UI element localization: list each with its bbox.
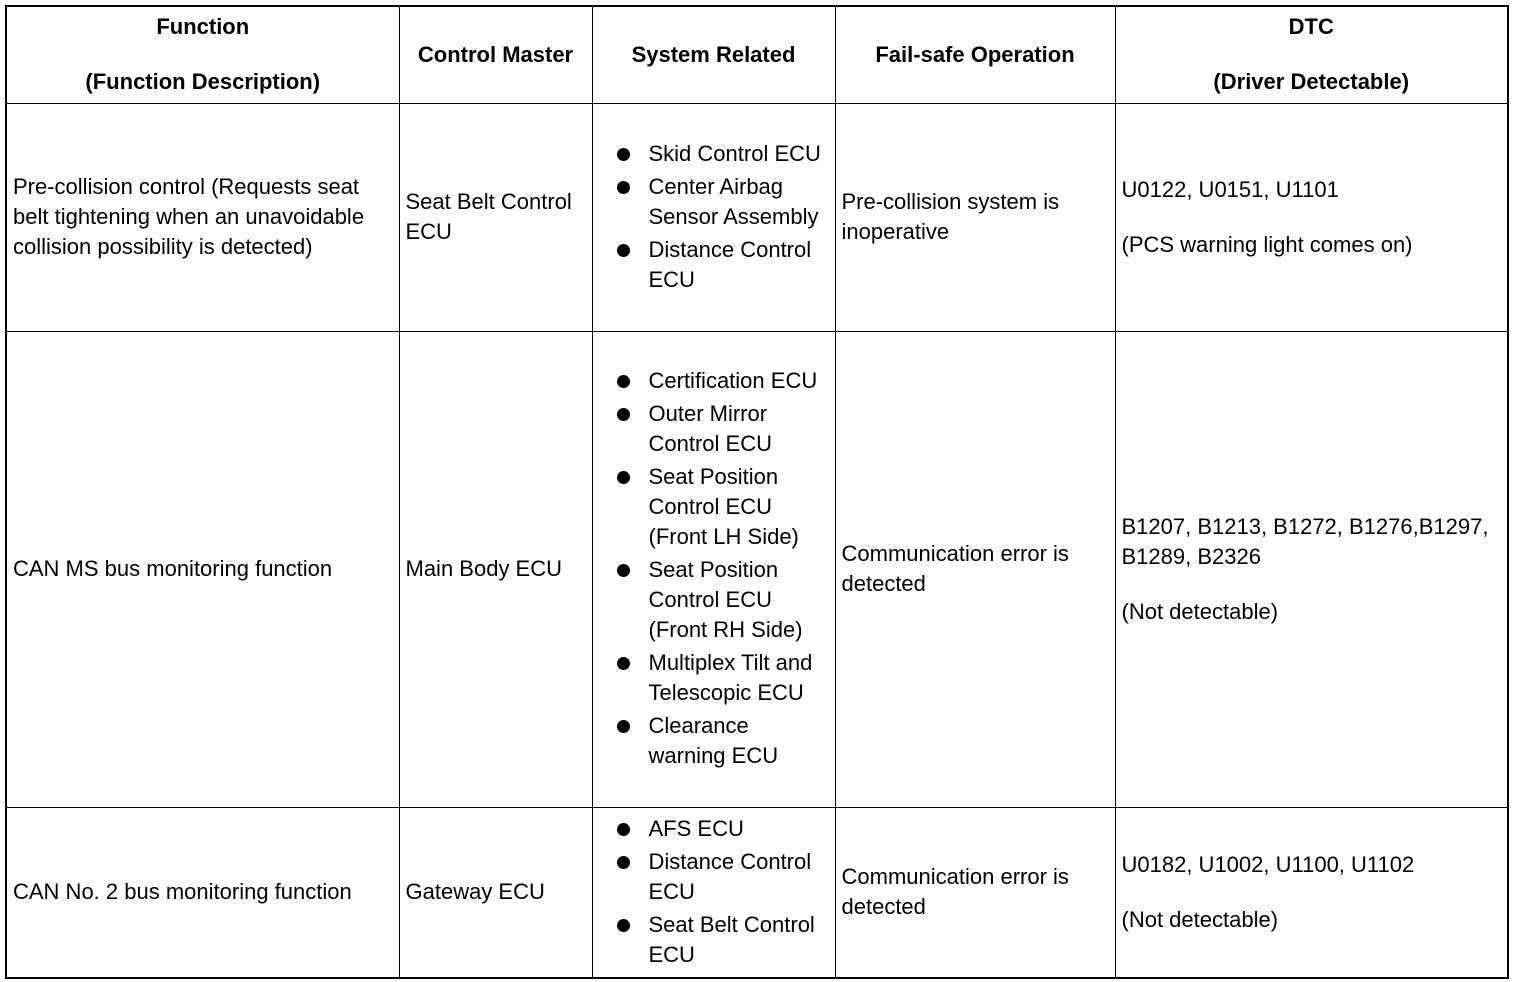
function-cell: CAN No. 2 bus monitoring function	[6, 807, 399, 978]
header-dtc	[1115, 6, 1508, 103]
bullet-icon	[617, 657, 630, 670]
list-item-label: Distance Control ECU	[648, 236, 812, 292]
failsafe-cell: Pre-collision system is inoperative	[835, 103, 1115, 331]
bullet-icon	[617, 856, 630, 869]
header-control-master: Control Master	[399, 6, 592, 103]
header-failsafe: Fail-safe Operation	[835, 6, 1115, 103]
header-system-related: System Related	[592, 6, 835, 103]
dtc-cell	[1115, 807, 1508, 978]
list-item-label: Multiplex Tilt and Telescopic ECU	[648, 650, 813, 705]
failsafe-cell: Communication error is detected	[835, 331, 1115, 807]
dtc-cell	[1115, 103, 1508, 331]
list-item-label: Seat Position Control ECU (Front RH Side)	[648, 557, 803, 642]
system-related-list	[599, 139, 829, 295]
bullet-icon	[617, 375, 630, 388]
bullet-icon	[617, 244, 630, 257]
function-cell: Pre-collision control (Requests seat belt tightening when an unavoidable collision possibility is detected)	[6, 103, 399, 331]
list-item-label: Seat Belt Control ECU	[648, 911, 815, 967]
system-related-cell	[592, 331, 835, 807]
list-item	[599, 172, 829, 232]
table-row	[6, 331, 1508, 807]
system-related-cell	[592, 807, 835, 978]
list-item-label: Certification ECU	[648, 368, 818, 393]
system-related-list	[599, 814, 829, 970]
dtc-note: (Not detectable)	[1121, 598, 1279, 624]
list-item	[599, 139, 829, 169]
list-item-label: Outer Mirror Control ECU	[648, 401, 772, 456]
list-item-label: Skid Control ECU	[648, 140, 821, 166]
list-item	[599, 366, 829, 396]
list-item	[599, 910, 829, 970]
header-function-sub: (Function Description)	[85, 69, 321, 95]
dtc-codes: U0122, U0151, U1101	[1121, 176, 1339, 202]
header-function	[6, 6, 399, 103]
function-cell: CAN MS bus monitoring function	[6, 331, 399, 807]
dtc-note: (PCS warning light comes on)	[1121, 231, 1413, 257]
system-related-cell	[592, 103, 835, 331]
dtc-codes: B1207, B1213, B1272, B1276,B1297, B1289, B2326	[1121, 513, 1489, 569]
table-row	[6, 807, 1508, 978]
list-item	[599, 462, 829, 552]
bullet-icon	[617, 823, 630, 836]
header-dtc-label: DTC	[1288, 14, 1334, 40]
list-item	[599, 711, 829, 771]
list-item	[599, 555, 829, 645]
list-item	[599, 814, 829, 844]
list-item-label: Clearance warning ECU	[648, 713, 779, 768]
header-dtc-sub: (Driver Detectable)	[1213, 69, 1410, 95]
bullet-icon	[617, 919, 630, 932]
system-related-list	[599, 366, 829, 771]
bullet-icon	[617, 720, 630, 733]
list-item	[599, 399, 829, 459]
list-item-label: Seat Position Control ECU (Front LH Side)	[648, 464, 799, 549]
function-table	[5, 5, 1509, 979]
dtc-note: (Not detectable)	[1121, 906, 1279, 932]
bullet-icon	[617, 408, 630, 421]
control-master-cell: Seat Belt Control ECU	[399, 103, 592, 331]
header-row	[6, 6, 1508, 103]
list-item	[599, 235, 829, 295]
list-item-label: Distance Control ECU	[648, 848, 812, 904]
header-function-label: Function	[156, 14, 250, 40]
list-item	[599, 847, 829, 907]
list-item-label: Center Airbag Sensor Assembly	[648, 173, 819, 229]
list-item	[599, 648, 829, 708]
dtc-codes: U0182, U1002, U1100, U1102	[1121, 851, 1415, 877]
bullet-icon	[617, 148, 630, 161]
dtc-cell	[1115, 331, 1508, 807]
control-master-cell: Gateway ECU	[399, 807, 592, 978]
list-item-label: AFS ECU	[648, 815, 744, 841]
control-master-cell: Main Body ECU	[399, 331, 592, 807]
bullet-icon	[617, 564, 630, 577]
bullet-icon	[617, 181, 630, 194]
bullet-icon	[617, 471, 630, 484]
failsafe-cell: Communication error is detected	[835, 807, 1115, 978]
table-row	[6, 103, 1508, 331]
